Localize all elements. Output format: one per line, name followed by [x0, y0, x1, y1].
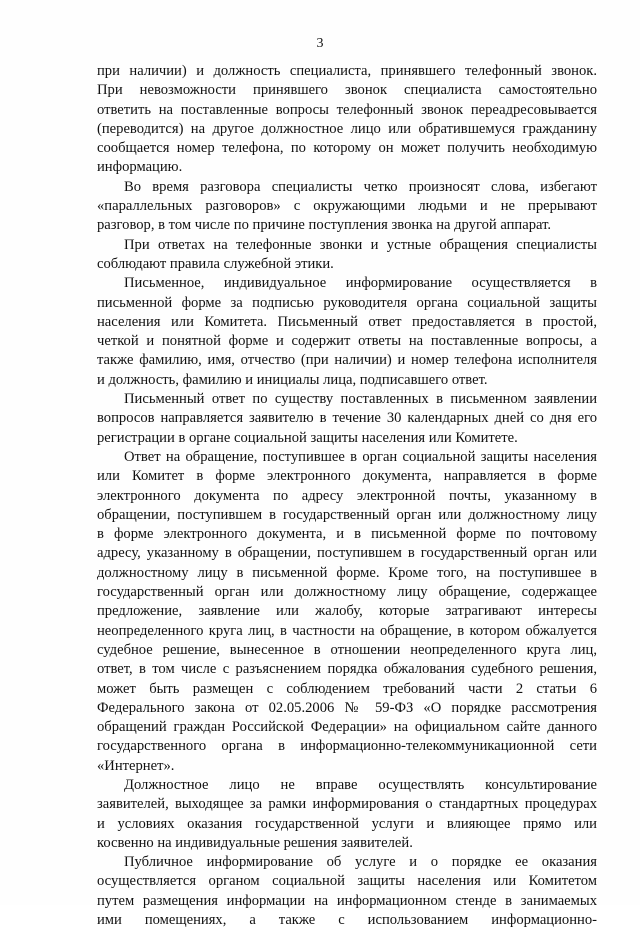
- text-line: четкой и понятной форме и содержит ответы на поставленные вопросы, а: [97, 333, 597, 350]
- text-line: регистрации в органе социальной защиты населения или Комитете.: [97, 429, 518, 446]
- text-line: неопределенного круга лиц, в частности на обращение, в котором обжалуется: [97, 622, 597, 639]
- text-line: информацию.: [97, 159, 183, 176]
- text-line: осуществляется органом социальной защиты населения или Комитетом: [97, 873, 597, 890]
- text-line: сообщается номер телефона, по которому он может получить необходимую: [97, 140, 597, 157]
- paragraph: [97, 390, 597, 448]
- text-line: также фамилию, имя, отчество (при наличии) и номер телефона исполнителя: [97, 352, 597, 369]
- text-line: разговор, в том числе по причине поступления звонка на другой аппарат.: [97, 217, 552, 234]
- text-line: Ответ на обращение, поступившее в орган социальной защиты населения: [124, 448, 597, 465]
- paragraph: [97, 236, 597, 275]
- text-line: Должностное лицо не вправе осуществлять консультирование: [124, 776, 597, 793]
- text-line: «Интернет».: [97, 757, 175, 774]
- text-line: или Комитет в форме электронного документа, направляется в форме: [97, 468, 597, 485]
- text-line: Во время разговора специалисты четко произносят слова, избегают: [124, 178, 597, 195]
- text-line: косвенно на индивидуальные решения заявителей.: [97, 834, 413, 851]
- text-line: заявителей, выходящее за рамки информирования о стандартных процедурах: [97, 796, 597, 813]
- paragraph: [97, 62, 597, 178]
- text-line: При ответах на телефонные звонки и устные обращения специалисты: [124, 236, 597, 253]
- text-line: Федерального закона от 02.05.2006 № 59-ФЗ «О порядке рассмотрения: [97, 699, 597, 716]
- text-line: предложение, заявление или жалобу, которые затрагивают интересы: [97, 603, 597, 620]
- text-line: Публичное информирование об услуге и о порядке ее оказания: [124, 854, 597, 871]
- text-line: государственного органа в информационно-телекоммуникационной сети: [97, 738, 597, 755]
- text-line: электронного документа по адресу электронной почты, указанному в: [97, 487, 597, 504]
- text-line: ими помещениях, а также с использованием информационно-: [97, 912, 597, 929]
- text-line: в форме электронного документа, и в письменной форме по почтовому: [97, 526, 597, 543]
- text-line: обращений граждан Российской Федерации» на официальном сайте данного: [97, 719, 597, 736]
- text-line: Письменный ответ по существу поставленных в письменном заявлении: [124, 391, 597, 408]
- text-line: Письменное, индивидуальное информирование осуществляется в: [124, 275, 597, 292]
- text-line: ответ, в том числе с разъяснением порядка обжалования судебного решения,: [97, 661, 597, 678]
- text-line: обращении, поступившем в государственный орган или должностному лицу: [97, 506, 597, 523]
- text-line: должностному лицу в письменной форме. Кроме того, на поступившее в: [97, 564, 597, 581]
- text-line: ответить на поставленные вопросы телефонный звонок переадресовывается: [97, 101, 597, 118]
- text-line: вопросов направляется заявителю в течение 30 календарных дней со дня его: [97, 410, 597, 427]
- text-line: адресу, указанному в обращении, поступившем в государственный орган или: [97, 545, 597, 562]
- text-line: населения или Комитета. Письменный ответ предоставляется в простой,: [97, 313, 597, 330]
- text-line: и должность, фамилию и инициалы лица, подписавшего ответ.: [97, 371, 488, 388]
- text-line: при наличии) и должность специалиста, принявшего телефонный звонок.: [97, 63, 597, 79]
- text-line: При невозможности принявшего звонок специалиста самостоятельно: [97, 82, 597, 99]
- text-line: и условиях оказания государственной услуги и влияющее прямо или: [97, 815, 597, 832]
- text-line: путем размещения информации на информационном стенде в занимаемых: [97, 892, 597, 909]
- text-line: соблюдают правила служебной этики.: [97, 255, 334, 272]
- paragraph: [97, 274, 597, 390]
- paragraph: [97, 853, 597, 930]
- text-line: (переводится) на другое должностное лицо или обратившемуся гражданину: [97, 120, 597, 137]
- document-body: [97, 62, 597, 930]
- text-line: государственный орган или должностному лицу обращение, содержащее: [97, 584, 597, 601]
- text-line: судебное решение, вынесенное в отношении неопределенного круга лиц,: [97, 641, 597, 658]
- text-line: может быть размещен с соблюдением требований части 2 статьи 6: [97, 680, 597, 697]
- page-number: 3: [316, 36, 324, 51]
- text-line: «параллельных разговоров» с окружающими людьми и не прерывают: [97, 198, 597, 215]
- paragraph: [97, 448, 597, 776]
- paragraph: [97, 776, 597, 853]
- text-line: письменной форме за подписью руководителя органа социальной защиты: [97, 294, 597, 311]
- paragraph: [97, 178, 597, 236]
